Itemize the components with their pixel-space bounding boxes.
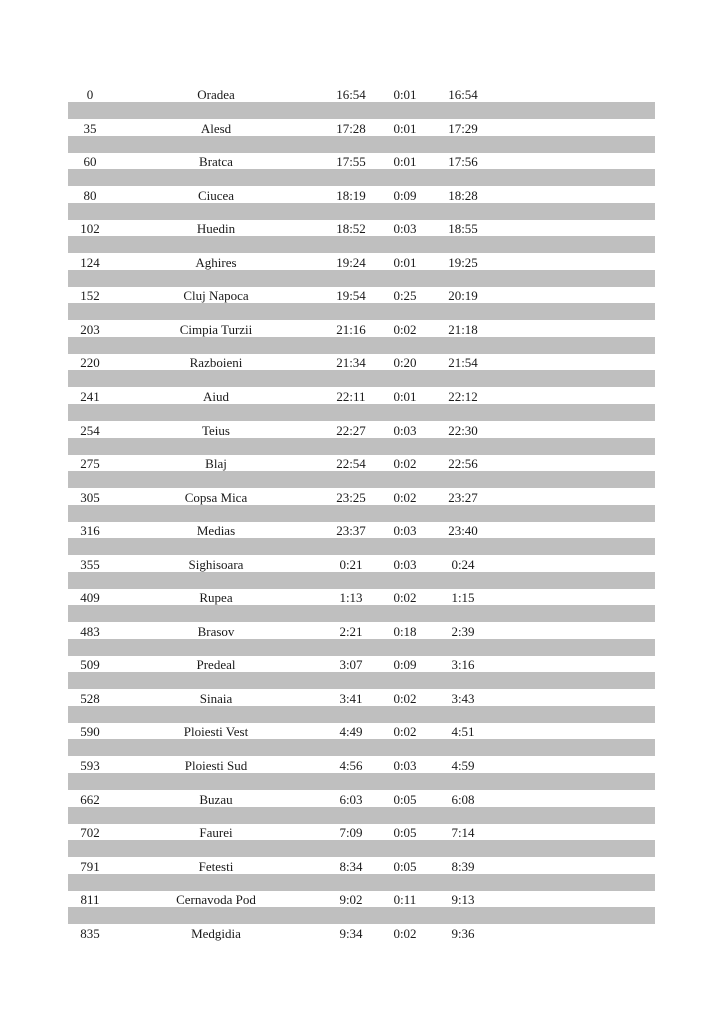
departure-time: 23:27: [448, 490, 478, 505]
table-row: [68, 254, 655, 271]
table-row: [68, 858, 655, 875]
km-cell: 60: [83, 154, 97, 169]
km-cell: 528: [80, 691, 100, 706]
row-separator: [68, 169, 655, 186]
table-row: [68, 220, 655, 237]
stop-duration: 0:01: [393, 87, 417, 102]
arrival-time: 6:03: [339, 792, 363, 807]
row-separator: [68, 572, 655, 589]
arrival-time: 22:27: [336, 423, 366, 438]
departure-time: 2:39: [451, 624, 475, 639]
station-name: Medias: [196, 523, 236, 538]
station-name: Oradea: [197, 87, 235, 102]
stop-duration: 0:01: [393, 389, 417, 404]
stop-duration: 0:01: [393, 121, 417, 136]
table-row: [68, 489, 655, 506]
station-name: Medgidia: [191, 926, 241, 941]
row-separator: [68, 773, 655, 790]
arrival-time: 17:28: [336, 121, 366, 136]
table-row: [68, 690, 655, 707]
arrival-time: 3:41: [339, 691, 363, 706]
arrival-time: 19:54: [336, 288, 366, 303]
departure-time: 18:55: [448, 221, 478, 236]
arrival-time: 22:54: [336, 456, 366, 471]
station-name: Huedin: [196, 221, 236, 236]
table-row: [68, 723, 655, 740]
station-name: Aghires: [195, 255, 237, 270]
km-cell: 254: [80, 423, 100, 438]
departure-time: 22:12: [448, 389, 478, 404]
km-cell: 102: [80, 221, 100, 236]
stop-duration: 0:01: [393, 154, 417, 169]
table-row: [68, 86, 655, 103]
km-cell: 152: [80, 288, 100, 303]
arrival-time: 18:52: [336, 221, 366, 236]
stop-duration: 0:09: [393, 657, 417, 672]
stop-duration: 0:05: [393, 859, 417, 874]
departure-time: 3:43: [451, 691, 475, 706]
row-separator: [68, 270, 655, 287]
km-cell: 483: [80, 624, 100, 639]
stop-duration: 0:20: [393, 355, 417, 370]
row-separator: [68, 538, 655, 555]
station-name: Sinaia: [199, 691, 233, 706]
row-separator: [68, 102, 655, 119]
row-separator: [68, 404, 655, 421]
stop-duration: 0:03: [393, 221, 417, 236]
km-cell: 835: [80, 926, 100, 941]
table-row: [68, 321, 655, 338]
table-row: [68, 455, 655, 472]
arrival-time: 19:24: [336, 255, 366, 270]
arrival-time: 8:34: [339, 859, 363, 874]
arrival-time: 2:21: [339, 624, 363, 639]
departure-time: 6:08: [451, 792, 475, 807]
stop-duration: 0:02: [393, 490, 417, 505]
arrival-time: 4:56: [339, 758, 363, 773]
stop-duration: 0:05: [393, 825, 417, 840]
table-row: [68, 120, 655, 137]
station-name: Sighisoara: [188, 557, 244, 572]
table-row: [68, 388, 655, 405]
row-separator: [68, 672, 655, 689]
stop-duration: 0:03: [393, 758, 417, 773]
stop-duration: 0:03: [393, 523, 417, 538]
departure-time: 19:25: [448, 255, 478, 270]
km-cell: 509: [80, 657, 100, 672]
station-name: Buzau: [199, 792, 233, 807]
km-cell: 593: [80, 758, 100, 773]
table-row: [68, 791, 655, 808]
arrival-time: 23:25: [336, 490, 366, 505]
stop-duration: 0:18: [393, 624, 417, 639]
station-name: Ciucea: [197, 188, 235, 203]
row-separator: [68, 303, 655, 320]
departure-time: 23:40: [448, 523, 478, 538]
row-separator: [68, 739, 655, 756]
stop-duration: 0:02: [393, 590, 417, 605]
station-name: Brasov: [197, 624, 235, 639]
stop-duration: 0:02: [393, 322, 417, 337]
departure-time: 22:56: [448, 456, 478, 471]
arrival-time: 21:16: [336, 322, 366, 337]
station-name: Aiud: [203, 389, 229, 404]
row-separator: [68, 907, 655, 924]
arrival-time: 17:55: [336, 154, 366, 169]
km-cell: 275: [80, 456, 100, 471]
km-cell: 35: [83, 121, 97, 136]
arrival-time: 7:09: [339, 825, 363, 840]
station-name: Fetesti: [198, 859, 234, 874]
km-cell: 241: [80, 389, 100, 404]
stop-duration: 0:03: [393, 557, 417, 572]
km-cell: 662: [80, 792, 100, 807]
km-cell: 316: [80, 523, 100, 538]
row-separator: [68, 203, 655, 220]
station-name: Ploiesti Vest: [183, 724, 249, 739]
departure-time: 8:39: [451, 859, 475, 874]
stop-duration: 0:02: [393, 456, 417, 471]
km-cell: 124: [80, 255, 100, 270]
arrival-time: 4:49: [339, 724, 363, 739]
row-separator: [68, 236, 655, 253]
arrival-time: 22:11: [336, 389, 366, 404]
row-separator: [68, 471, 655, 488]
table-row: [68, 354, 655, 371]
table-row: [68, 556, 655, 573]
arrival-time: 16:54: [336, 87, 366, 102]
table-row: [68, 522, 655, 539]
table-row: [68, 925, 655, 942]
departure-time: 3:16: [451, 657, 475, 672]
km-cell: 203: [80, 322, 100, 337]
km-cell: 791: [80, 859, 100, 874]
row-separator: [68, 807, 655, 824]
station-name: Rupea: [199, 590, 233, 605]
row-separator: [68, 337, 655, 354]
stop-duration: 0:03: [393, 423, 417, 438]
station-name: Blaj: [205, 456, 227, 471]
station-name: Cluj Napoca: [183, 288, 249, 303]
arrival-time: 0:21: [339, 557, 363, 572]
table-row: [68, 757, 655, 774]
arrival-time: 1:13: [339, 590, 363, 605]
row-separator: [68, 874, 655, 891]
departure-time: 17:56: [448, 154, 478, 169]
departure-time: 22:30: [448, 423, 478, 438]
table-row: [68, 187, 655, 204]
station-name: Alesd: [200, 121, 232, 136]
row-separator: [68, 370, 655, 387]
row-separator: [68, 505, 655, 522]
km-cell: 305: [80, 490, 100, 505]
stop-duration: 0:09: [393, 188, 417, 203]
departure-time: 1:15: [451, 590, 475, 605]
row-separator: [68, 706, 655, 723]
stop-duration: 0:02: [393, 691, 417, 706]
row-separator: [68, 639, 655, 656]
station-name: Teius: [202, 423, 230, 438]
departure-time: 21:18: [448, 322, 478, 337]
stop-duration: 0:25: [393, 288, 417, 303]
km-cell: 355: [80, 557, 100, 572]
departure-time: 7:14: [451, 825, 475, 840]
station-name: Bratca: [199, 154, 233, 169]
station-name: Cimpia Turzii: [179, 322, 253, 337]
departure-time: 9:13: [451, 892, 475, 907]
km-cell: 220: [80, 355, 100, 370]
station-name: Predeal: [196, 657, 236, 672]
table-row: [68, 656, 655, 673]
arrival-time: 18:19: [336, 188, 366, 203]
km-cell: 80: [83, 188, 97, 203]
table-row: [68, 422, 655, 439]
departure-time: 17:29: [448, 121, 478, 136]
departure-time: 9:36: [451, 926, 475, 941]
table-row: [68, 623, 655, 640]
stop-duration: 0:02: [393, 724, 417, 739]
table-row: [68, 153, 655, 170]
row-separator: [68, 136, 655, 153]
row-separator: [68, 605, 655, 622]
stop-duration: 0:11: [393, 892, 417, 907]
departure-time: 20:19: [448, 288, 478, 303]
departure-time: 16:54: [448, 87, 478, 102]
arrival-time: 21:34: [336, 355, 366, 370]
km-cell: 409: [80, 590, 100, 605]
station-name: Faurei: [199, 825, 233, 840]
departure-time: 0:24: [451, 557, 475, 572]
stop-duration: 0:01: [393, 255, 417, 270]
departure-time: 4:51: [451, 724, 475, 739]
station-name: Cernavoda Pod: [176, 892, 256, 907]
stop-duration: 0:02: [393, 926, 417, 941]
arrival-time: 9:02: [339, 892, 363, 907]
arrival-time: 3:07: [339, 657, 363, 672]
table-row: [68, 824, 655, 841]
km-cell: 590: [80, 724, 100, 739]
row-separator: [68, 438, 655, 455]
stop-duration: 0:05: [393, 792, 417, 807]
departure-time: 18:28: [448, 188, 478, 203]
station-name: Ploiesti Sud: [184, 758, 248, 773]
row-separator: [68, 840, 655, 857]
departure-time: 4:59: [451, 758, 475, 773]
departure-time: 21:54: [448, 355, 478, 370]
km-cell: 702: [80, 825, 100, 840]
arrival-time: 9:34: [339, 926, 363, 941]
station-name: Copsa Mica: [184, 490, 248, 505]
km-cell: 0: [86, 87, 94, 102]
table-row: [68, 287, 655, 304]
table-row: [68, 891, 655, 908]
station-name: Razboieni: [189, 355, 243, 370]
arrival-time: 23:37: [336, 523, 366, 538]
table-row: [68, 589, 655, 606]
km-cell: 811: [80, 892, 100, 907]
